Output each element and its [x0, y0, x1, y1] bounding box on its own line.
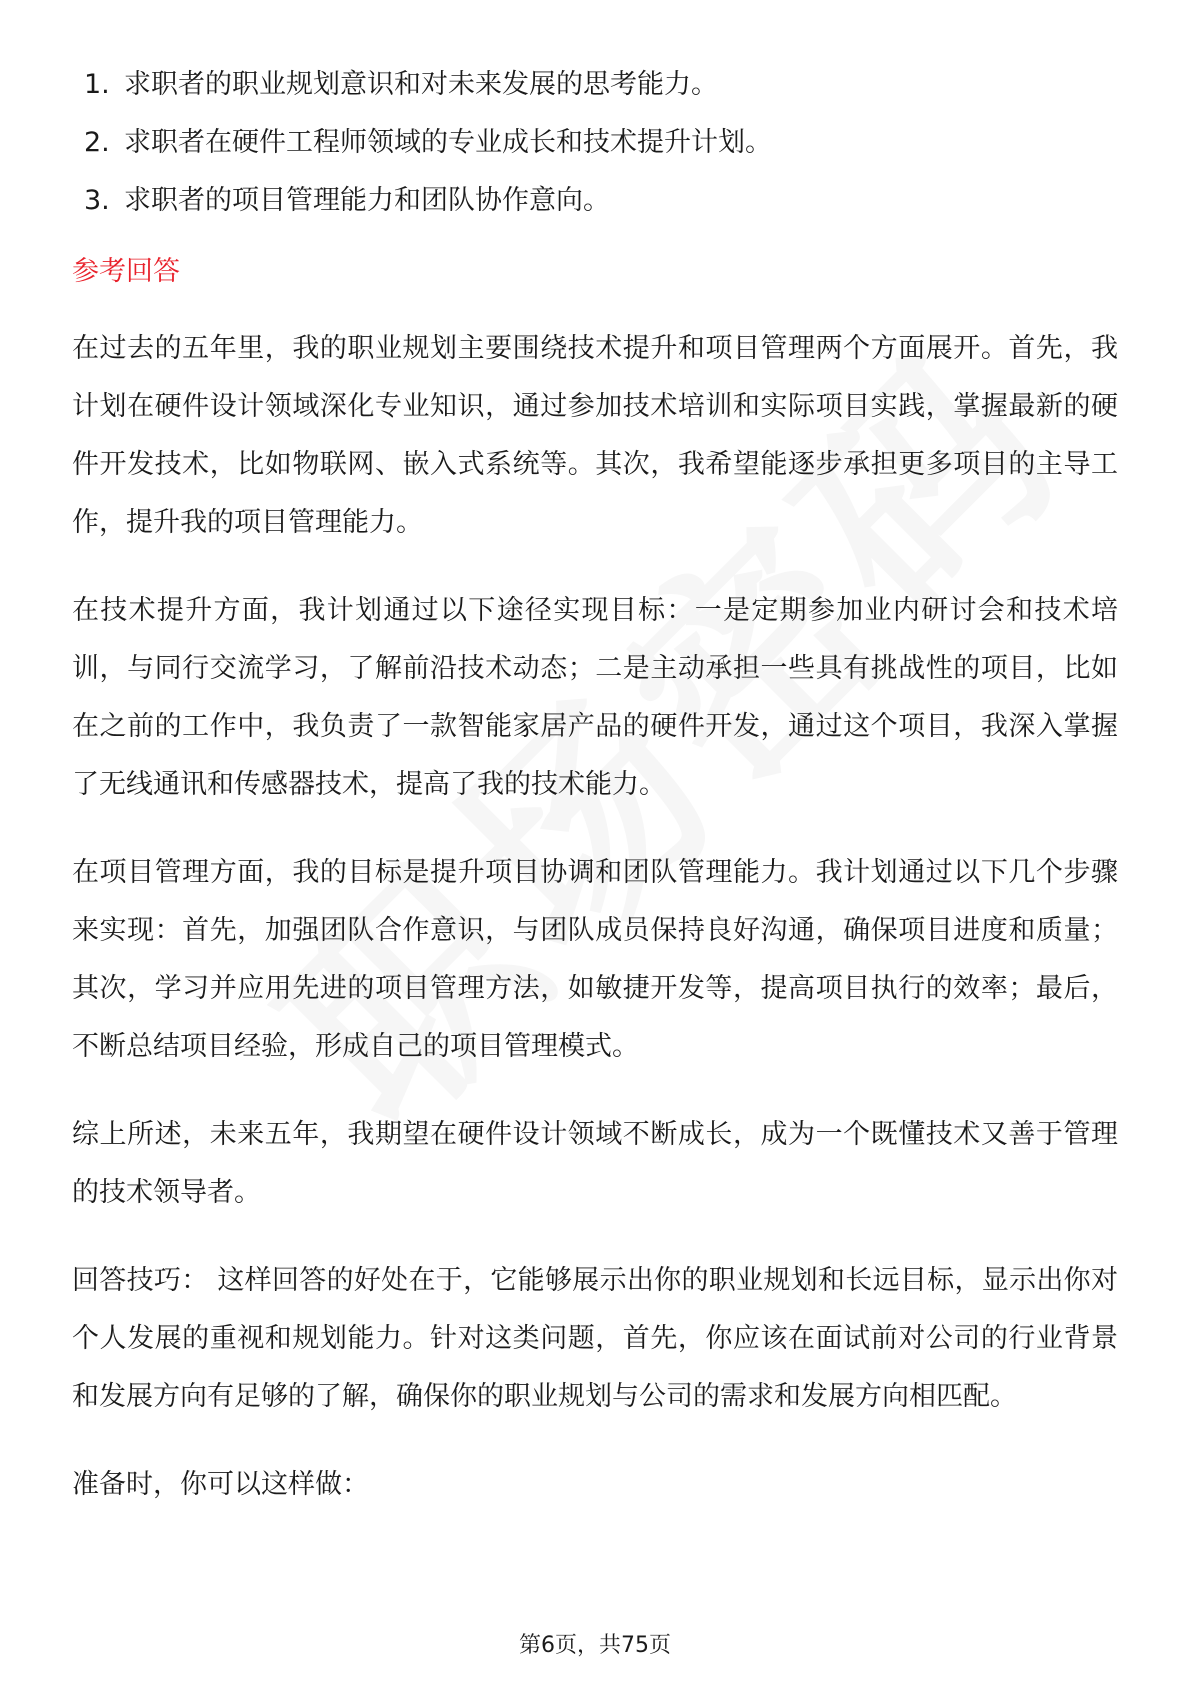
paragraph: 在项目管理方面，我的目标是提升项目协调和团队管理能力。我计划通过以下几个步骤来实现：首先，加强团队合作意识，与团队成员保持良好沟通，确保项目进度和质量；其次，学习并应用先进的项目管理方法，如敏捷开发等，提高项目执行的效率；最后，不断总结项目经验，形成自己的项目管理模式。 — [72, 857, 1118, 1062]
numbered-list — [72, 56, 1118, 230]
list-item-text: 求职者的职业规划意识和对未来发展的思考能力。 — [124, 69, 718, 100]
section-title: 参考回答 — [72, 256, 180, 287]
list-item — [72, 114, 1118, 172]
list-item-number: 3. — [84, 185, 110, 216]
paragraph: 在技术提升方面，我计划通过以下途径实现目标：一是定期参加业内研讨会和技术培训，与同行交流学习，了解前沿技术动态；二是主动承担一些具有挑战性的项目，比如在之前的工作中，我负责了一款智能家居产品的硬件开发，通过这个项目，我深入掌握了无线通讯和传感器技术，提高了我的技术能力。 — [72, 595, 1118, 800]
list-item-text: 求职者的项目管理能力和团队协作意向。 — [124, 185, 610, 216]
list-item-number: 1. — [84, 69, 110, 100]
paragraph: 回答技巧： 这样回答的好处在于，它能够展示出你的职业规划和长远目标，显示出你对个人发展的重视和规划能力。针对这类问题，首先，你应该在面试前对公司的行业背景和发展方向有足够的了解，确保你的职业规划与公司的需求和发展方向相匹配。 — [72, 1265, 1118, 1412]
paragraph: 准备时，你可以这样做： — [72, 1469, 369, 1500]
list-item — [72, 172, 1118, 230]
list-item-text: 求职者在硬件工程师领域的专业成长和技术提升计划。 — [124, 127, 772, 158]
document-body — [72, 56, 1118, 1544]
list-item — [72, 56, 1118, 114]
paragraph: 综上所述，未来五年，我期望在硬件设计领域不断成长，成为一个既懂技术又善于管理的技术领导者。 — [72, 1119, 1118, 1208]
list-item-number: 2. — [84, 127, 110, 158]
page-number-footer: 第6页，共75页 — [519, 1633, 671, 1658]
paragraph: 在过去的五年里，我的职业规划主要围绕技术提升和项目管理两个方面展开。首先，我计划在硬件设计领域深化专业知识，通过参加技术培训和实际项目实践，掌握最新的硬件开发技术，比如物联网、嵌入式系统等。其次，我希望能逐步承担更多项目的主导工作，提升我的项目管理能力。 — [72, 333, 1118, 538]
